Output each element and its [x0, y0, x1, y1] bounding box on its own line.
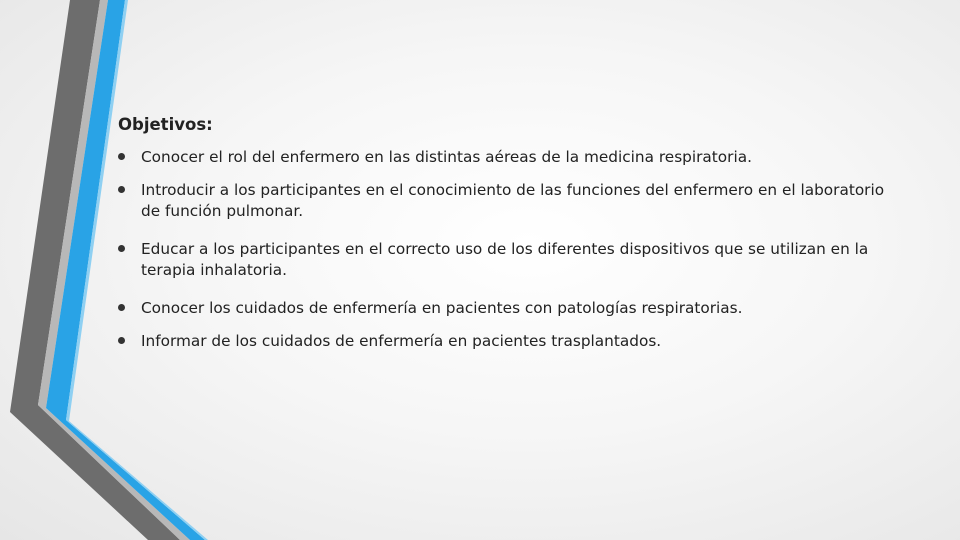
list-item	[118, 239, 898, 281]
list-item-text: Conocer los cuidados de enfermería en pacientes con patologías respiratorias.	[141, 299, 743, 317]
bullet-icon	[118, 186, 125, 193]
slide-content	[118, 113, 898, 369]
list-item-text: Informar de los cuidados de enfermería en pacientes trasplantados.	[141, 332, 662, 350]
bullet-icon	[118, 337, 125, 344]
list-item-text: Educar a los participantes en el correcto uso de los diferentes dispositivos que se utilizan en la terapia inhalatoria.	[141, 240, 869, 279]
bullet-icon	[118, 304, 125, 311]
list-item-text: Conocer el rol del enfermero en las distintas aéreas de la medicina respiratoria.	[141, 148, 752, 166]
objectives-list	[118, 147, 898, 352]
bullet-icon	[118, 245, 125, 252]
list-item	[118, 180, 898, 222]
list-item	[118, 331, 898, 352]
list-item	[118, 147, 898, 168]
slide-title: Objetivos:	[118, 115, 213, 134]
bullet-icon	[118, 153, 125, 160]
list-item	[118, 298, 898, 319]
list-item-text: Introducir a los participantes en el conocimiento de las funciones del enfermero en el laboratorio de función pulmonar.	[141, 181, 885, 220]
